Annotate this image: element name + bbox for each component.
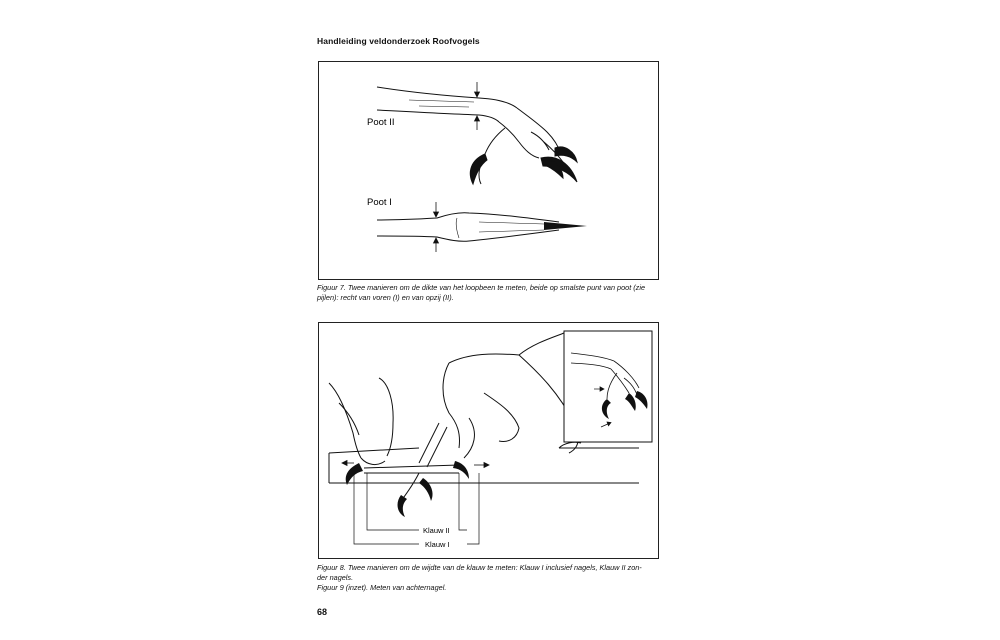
caption-line: Figuur 9 (inzet). Meten van achternagel.	[317, 583, 447, 592]
figure-7-panel	[318, 61, 659, 280]
figure-8-drawing	[319, 323, 658, 558]
talon-tip-icon	[544, 222, 587, 230]
leg-front-view-drawing	[377, 213, 559, 242]
klauw-bracket-lines	[354, 473, 479, 544]
talon-icons-figure7	[470, 147, 577, 184]
talon-icons-figure8	[346, 461, 469, 517]
bird-foot-drawing	[364, 423, 459, 501]
figure-9-inset	[564, 331, 652, 442]
figure-8-caption	[317, 563, 673, 593]
figure-7-caption	[317, 283, 673, 303]
leg-side-view-drawing	[377, 87, 563, 184]
page-number: 68	[317, 607, 328, 617]
figure-8-panel	[318, 322, 659, 559]
measure-arrows-poot-i	[434, 202, 439, 252]
measure-arrows-poot-ii	[475, 82, 480, 130]
label-poot-ii: Poot II	[367, 117, 395, 128]
label-klauw-i: Klauw I	[425, 540, 450, 549]
caption-line: pijlen): recht van voren (I) en van opzij (II).	[317, 293, 454, 302]
caption-line: der nagels.	[317, 573, 354, 582]
right-hand-drawing	[443, 333, 581, 458]
figure-7-drawing	[319, 62, 658, 279]
caption-line: Figuur 8. Twee manieren om de wijdte van de klauw te meten: Klauw I inclusief nagels, Klauw II zon-	[317, 563, 642, 572]
label-klauw-ii: Klauw II	[423, 526, 450, 535]
label-poot-i: Poot I	[367, 197, 392, 208]
running-title: Handleiding veldonderzoek Roofvogels	[317, 36, 480, 46]
caption-line: Figuur 7. Twee manieren om de dikte van het loopbeen te meten, beide op smalste punt van poot (zie	[317, 283, 646, 292]
